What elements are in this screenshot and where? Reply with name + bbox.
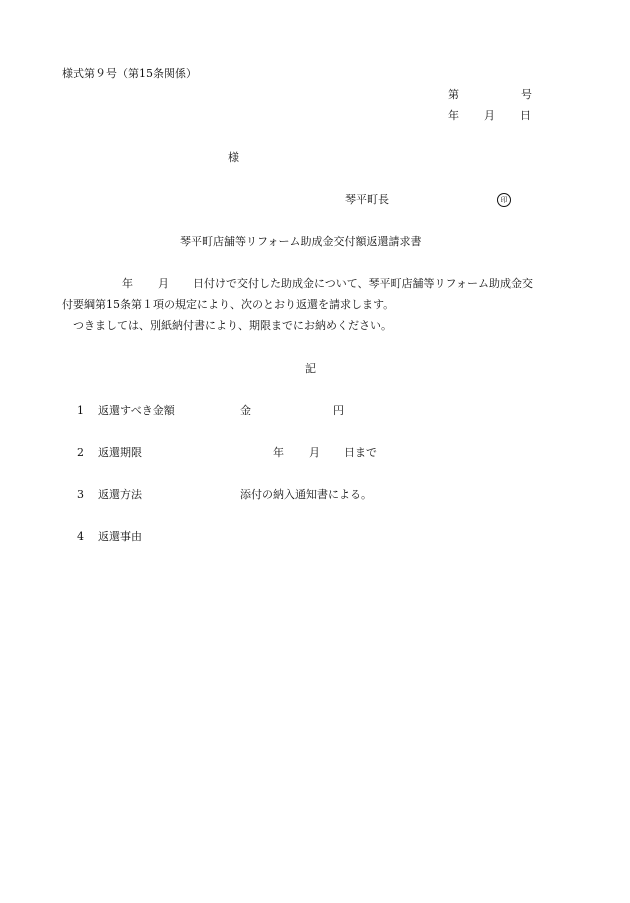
item-2-year: 年 [273,446,284,459]
item-3-number: 3 [77,488,84,501]
item-1-value-prefix: 金 [240,404,251,417]
item-1-number: 1 [77,404,84,417]
seal-mark: 印 [497,193,511,207]
body-year: 年 [122,277,133,290]
item-2-day-until: 日まで [344,446,377,459]
item-4-number: 4 [77,530,84,543]
form-label: 様式第９号（第15条関係） [62,67,197,80]
item-2-month: 月 [309,446,320,459]
item-4-label: 返還事由 [98,530,142,543]
document-title: 琴平町店舗等リフォーム助成金交付額返還請求書 [180,235,422,248]
date-month: 月 [484,109,495,122]
body-line-1: 日付けで交付した助成金について、琴平町店舗等リフォーム助成金交 [193,277,534,290]
item-1-value-suffix: 円 [333,404,344,417]
issuer-title: 琴平町長 [345,193,389,206]
item-3-value: 添付の納入通知書による。 [240,488,372,501]
issuer-seal [497,193,511,207]
date-day: 日 [520,109,531,122]
date-year: 年 [448,109,459,122]
body-line-3: つきましては、別紙納付書により、期限までにお納めください。 [73,319,392,332]
body-month: 月 [158,277,169,290]
ki-heading: 記 [305,362,316,375]
addressee-suffix: 様 [228,151,239,164]
item-3-label: 返還方法 [98,488,142,501]
number-suffix: 号 [521,88,532,101]
item-1-label: 返還すべき金額 [98,404,175,417]
body-line-2: 付要綱第15条第１項の規定により、次のとおり返還を請求します。 [62,298,395,311]
number-prefix: 第 [448,88,459,101]
item-2-label: 返還期限 [98,446,142,459]
item-2-number: 2 [77,446,84,459]
